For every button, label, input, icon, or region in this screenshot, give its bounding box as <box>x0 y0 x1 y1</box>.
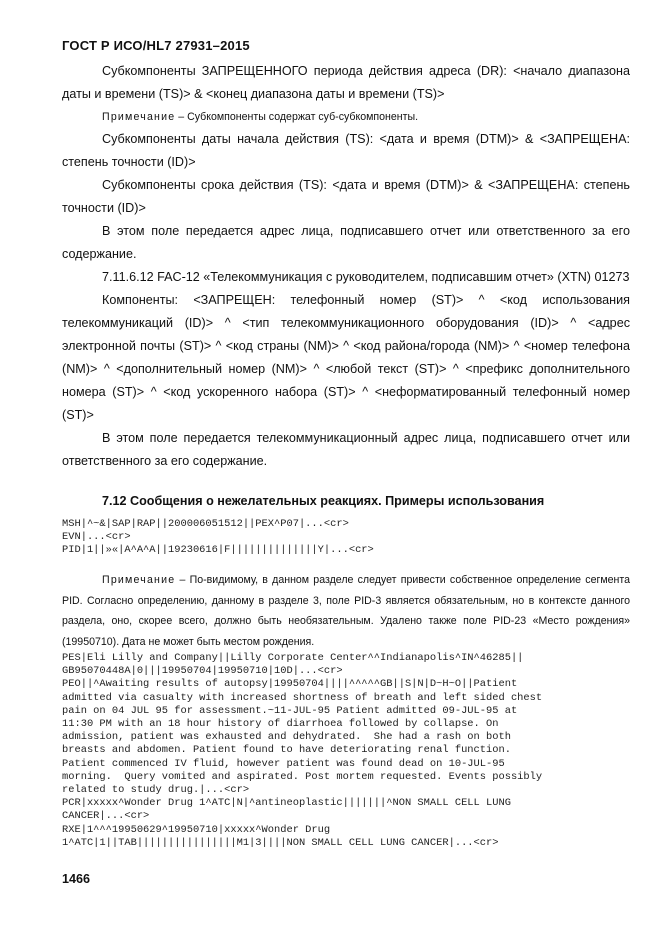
paragraph-address-field: В этом поле передается адрес лица, подписавшего отчет или ответственного за его содержание. <box>62 224 630 261</box>
code-line: 11:30 PM with an 18 hour history of diarrhoea followed by collapse. On <box>62 718 499 731</box>
code-line: Patient commenced IV fluid, however patient was found dead on 10-JUL-95 <box>62 757 505 770</box>
note-pid-segment <box>62 570 630 652</box>
paragraph-dr-subcomponents: Субкомпоненты ЗАПРЕЩЕННОГО периода действия адреса (DR): <начало диапазона даты и времени (TS)> & <конец диапазона даты и времени (TS)> <box>62 64 630 101</box>
code-line: PES|Eli Lilly and Company||Lilly Corporate Center^^Indianapolis^IN^46285|| <box>62 652 524 664</box>
note-text: – По-видимому, в данном разделе следует привести собственное определение сегмента PID. Согласно определению, данному в разделе 3, поле PID-3 является обязательным, но в контексте данного раздела, оно, скорее всего, должно быть необязательным. Удалено также поле PID-23 «Место рождения» (19950710). Дата не может быть местом рождения. <box>62 574 630 648</box>
code-line: GB95070448A|0|||19950704|19950710|10D|...<cr> <box>62 665 343 678</box>
code-line: breasts and abdomen. Patient found to have deteriorating renal function. <box>62 744 511 757</box>
paragraph-components: Компоненты: <ЗАПРЕЩЕН: телефонный номер (ST)> ^ <код использования телекоммуникаций (ID)> ^ <тип телекоммуникационного оборудования (ID)> ^ <адрес электронной почты (ST)> ^ <код страны (NM)> ^ <код района/города (NM)> ^ <номер телефона (NM)> ^ <дополнительный номер (NM)> ^ <любой текст (ST)> ^ <префикс дополнительного номера (ST)> ^ <код ускоренного набора (ST)> ^ <неформатированный телефонный номер (ST)> <box>62 293 630 422</box>
document-header: ГОСТ Р ИСО/HL7 27931–2015 <box>62 38 250 53</box>
note-text: – Субкомпоненты содержат суб-субкомпоненты. <box>175 111 419 123</box>
page-number: 1466 <box>62 872 91 886</box>
body-text <box>62 60 630 473</box>
code-line: 1^ATC|1||TAB||||||||||||||||M1|3||||NON SMALL CELL LUNG CANCER|...<cr> <box>62 836 499 849</box>
code-line: RXE|1^^^19950629^19950710|xxxxx^Wonder Drug <box>62 823 331 836</box>
paragraph-telecom-field: В этом поле передается телекоммуникационный адрес лица, подписавшего отчет или ответственного за его содержание. <box>62 431 630 468</box>
code-line: PEO||^Awaiting results of autopsy|19950704||||^^^^^GB||S|N|D~H~O||Patient <box>62 678 518 691</box>
code-line: admission, patient was exhausted and dehydrated. She had a rash on both <box>62 731 511 744</box>
paragraph-validity-period: Субкомпоненты срока действия (TS): <дата и время (DTM)> & <ЗАПРЕЩЕНА: степень точности (ID)> <box>62 178 630 215</box>
paragraph-start-date: Субкомпоненты даты начала действия (TS): <дата и время (DTM)> & <ЗАПРЕЩЕНА: степень точности (ID)> <box>62 132 630 169</box>
note-label: Примечание <box>102 111 176 123</box>
note-label: Примечание <box>102 574 176 586</box>
code-block-pes <box>62 652 642 850</box>
code-line: PID|1||»«|A^A^A||19230616|F||||||||||||||Y|...<cr> <box>62 544 374 557</box>
code-block-msh <box>62 518 642 558</box>
note-subcomponents <box>62 106 630 128</box>
code-line: pain on 04 JUL 95 for assessment.~11-JUL-95 Patient admitted 09-JUL-95 at <box>62 704 518 717</box>
code-line: CANCER|...<cr> <box>62 810 150 823</box>
code-line: MSH|^~&|SAP|RAP||200006051512||PEX^P07|...<cr> <box>62 518 349 530</box>
code-line: PCR|xxxxx^Wonder Drug 1^ATC|N|^antineoplastic|||||||^NON SMALL CELL LUNG <box>62 797 511 810</box>
code-line: EVN|...<cr> <box>62 531 131 544</box>
code-line: morning. Query vomited and aspirated. Post mortem requested. Events possibly <box>62 770 543 783</box>
paragraph-fac12-title: 7.11.6.12 FAC-12 «Телекоммуникация с руководителем, подписавшим отчет» (XTN) 01273 <box>102 270 630 284</box>
section-heading: 7.12 Сообщения о нежелательных реакциях. Примеры использования <box>102 494 545 508</box>
code-line: admitted via casualty with increased shortness of breath and left sided chest <box>62 691 543 704</box>
code-line: related to study drug.|...<cr> <box>62 784 250 797</box>
